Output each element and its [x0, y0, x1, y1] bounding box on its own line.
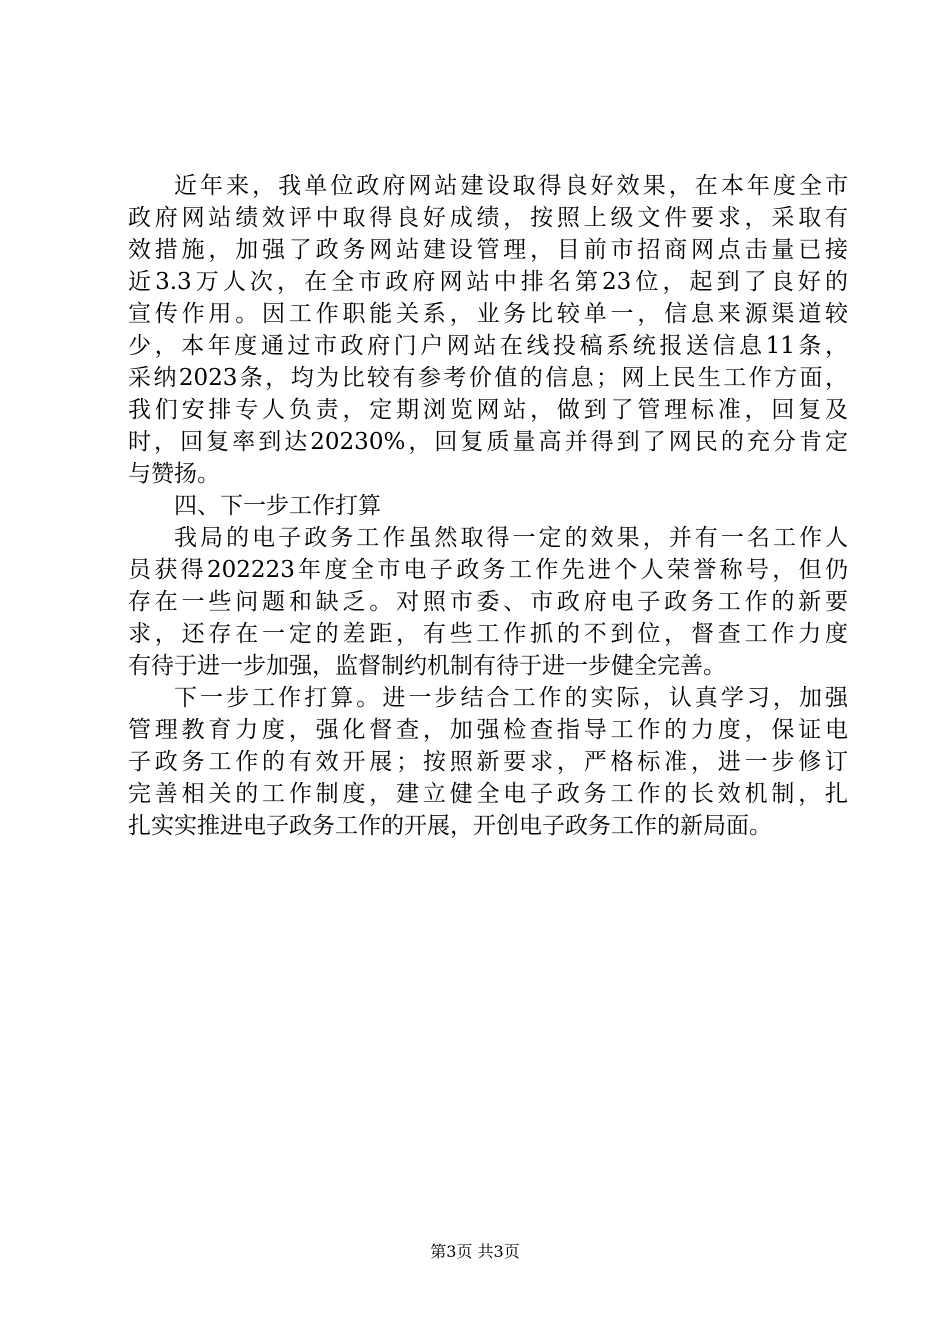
- paragraph-line: 求，还存在一定的差距，有些工作抓的不到位，督查工作力度: [128, 621, 848, 647]
- page-footer: 第3页 共3页: [430, 1242, 520, 1261]
- paragraph-line: 有待于进一步加强，监督制约机制有待于进一步健全完善。: [128, 653, 726, 679]
- paragraph-line: 完善相关的工作制度，建立健全电子政务工作的长效机制，扎: [128, 781, 848, 807]
- paragraph-line: 四、下一步工作打算: [174, 493, 381, 519]
- paragraph-line: 政府网站绩效评中取得良好成绩，按照上级文件要求，采取有: [128, 205, 848, 231]
- paragraph-line: 少，本年度通过市政府门户网站在线投稿系统报送信息11条，: [128, 333, 848, 359]
- paragraph-line: 我们安排专人负责，定期浏览网站，做到了管理标准，回复及: [128, 397, 848, 423]
- paragraph-line: 管理教育力度，强化督查，加强检查指导工作的力度，保证电: [128, 717, 848, 743]
- paragraph-line: 时，回复率到达20230%，回复质量高并得到了网民的充分肯定: [128, 429, 848, 455]
- paragraph-line: 下一步工作打算。进一步结合工作的实际，认真学习，加强: [174, 685, 848, 711]
- paragraph-line: 近年来，我单位政府网站建设取得良好效果，在本年度全市: [174, 173, 848, 199]
- paragraph-line: 与赞扬。: [128, 461, 220, 487]
- paragraph-line: 扎实实推进电子政务工作的开展，开创电子政务工作的新局面。: [128, 813, 772, 839]
- paragraph-line: 我局的电子政务工作虽然取得一定的效果，并有一名工作人: [174, 525, 848, 551]
- paragraph: [128, 682, 848, 842]
- document-body: [128, 170, 848, 842]
- paragraph-line: 采纳2023条，均为比较有参考价值的信息；网上民生工作方面，: [128, 365, 848, 391]
- paragraph-line: 员获得202223年度全市电子政务工作先进个人荣誉称号，但仍: [128, 557, 848, 583]
- paragraph-line: 近3.3万人次，在全市政府网站中排名第23位，起到了良好的: [128, 269, 848, 295]
- paragraph-line: 存在一些问题和缺乏。对照市委、市政府电子政务工作的新要: [128, 589, 848, 615]
- paragraph: [128, 170, 848, 490]
- paragraph-line: 宣传作用。因工作职能关系，业务比较单一，信息来源渠道较: [128, 301, 848, 327]
- paragraph: [128, 490, 848, 522]
- paragraph-line: 子政务工作的有效开展；按照新要求，严格标准，进一步修订: [128, 749, 848, 775]
- paragraph: [128, 522, 848, 682]
- paragraph-line: 效措施，加强了政务网站建设管理，目前市招商网点击量已接: [128, 237, 848, 263]
